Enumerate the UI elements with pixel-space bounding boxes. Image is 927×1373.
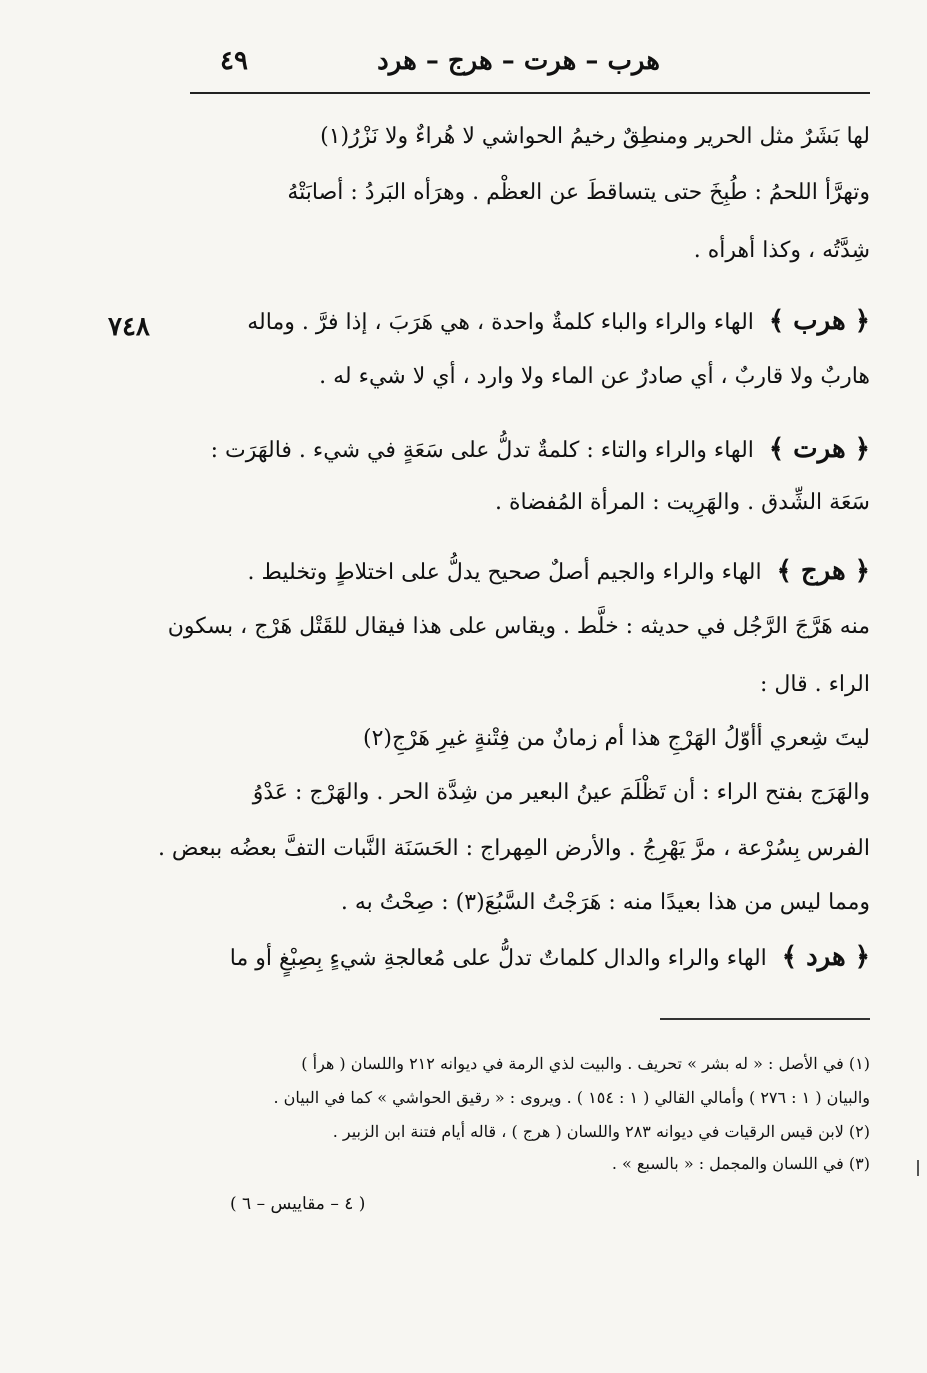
footnote: والبيان ( ١ : ٢٧٦ ) وأمالي القالي ( ١ : ١٥٤ ) . ويروى : « رقيق الحواشي » كما في البيان .	[273, 1088, 870, 1107]
entry-harj-line: الفرس بِسُرْعة ، مرَّ يَهْرِجُ . والأرض المِهراج : الحَسَنَة النَّبات التفَّ بعضُه ببعض .	[157, 836, 870, 861]
entry-harj-line	[248, 556, 870, 586]
page-number: ٤٩	[220, 46, 248, 76]
footnote: (٣) في اللسان والمجمل : « بالسبع » .	[611, 1154, 870, 1173]
signature-mark: ( ٤ – مقاييس – ٦ )	[230, 1194, 366, 1214]
header-divider	[190, 92, 870, 94]
entry-harb-line	[247, 306, 870, 336]
scan-edge-mark	[917, 1160, 919, 1176]
headword-hart: ﴿ هرت ﴾	[768, 434, 870, 464]
entry-harb-text: الهاء والراء والباء كلمةٌ واحدة ، هي هَرَبَ ، إذا فرَّ . وماله	[247, 310, 754, 335]
intro-line: وتهرَّأ اللحمُ : طُبِخَ حتى يتساقطَ عن العظْم . وهرَأه البَردُ : أصابَتْهُ	[287, 180, 870, 205]
entry-number-harb: ٧٤٨	[108, 312, 150, 342]
intro-line: شِدَّتُه ، وكذا أهرأه .	[693, 238, 870, 263]
harj-verse: ليتَ شِعري أأوّلُ الهَرْجِ هذا أم زمانٌ من فِتْنةٍ غيرِ هَرْجِ(٢)	[362, 726, 870, 751]
entry-hart-text: الهاء والراء والتاء : كلمةٌ تدلُّ على سَعَةٍ في شيء . فالهَرَت :	[210, 438, 754, 463]
entry-harb-line: هاربٌ ولا قاربٌ ، أي صادرٌ عن الماء ولا وارد ، أي لا شيء له .	[319, 364, 870, 389]
page-title: هرب – هرت – هرج – هرد	[377, 46, 660, 76]
headword-harj: ﴿ هرج ﴾	[776, 556, 870, 586]
entry-harj-text: الهاء والراء والجيم أصلٌ صحيح يدلُّ على اختلاطٍ وتخليط .	[247, 560, 762, 585]
entry-harj-line: والهَرَج بفتح الراء : أن تَظْلَمَ عينُ البعير من شِدَّة الحر . والهَرْج : عَدْوُ	[252, 780, 870, 805]
page-header	[190, 42, 870, 88]
entry-harj-line: الراء . قال :	[760, 672, 870, 697]
entry-hart-line: سَعَة الشِّدق . والهَرِيت : المرأة المُفضاة .	[495, 490, 870, 515]
entry-hard-text: الهاء والراء والدال كلماتٌ تدلُّ على مُعالجةِ شيءٍ بِصِبْغٍ أو ما	[229, 946, 767, 971]
headword-hard: ﴿ هرد ﴾	[781, 942, 870, 972]
intro-verse: لها بَشَرٌ مثل الحرير ومنطِقٌ رخيمُ الحواشي لا هُراءٌ ولا نَزْرُ(١)	[320, 124, 870, 149]
headword-harb: ﴿ هرب ﴾	[768, 306, 870, 336]
footnote: (٢) لابن قيس الرقيات في ديوانه ٢٨٣ واللسان ( هرج ) ، قاله أيام فتنة ابن الزبير .	[332, 1122, 870, 1141]
entry-hart-line	[211, 434, 870, 464]
entry-harj-line: ومما ليس من هذا بعيدًا منه : هَرَجْتُ السَّبُعَ(٣) : صِحْتُ به .	[340, 890, 870, 915]
entry-hard-line	[230, 942, 870, 972]
footnote-divider	[660, 1018, 870, 1020]
entry-harj-line: منه هَرَّجَ الرَّجُل في حديثه : خلَّط . ويقاس على هذا فيقال للقَتْل هَرْج ، بسكون	[167, 614, 870, 639]
footnote: (١) في الأصل : « له بشر » تحريف . والبيت لذي الرمة في ديوانه ٢١٢ واللسان ( هرأ )	[301, 1054, 870, 1073]
